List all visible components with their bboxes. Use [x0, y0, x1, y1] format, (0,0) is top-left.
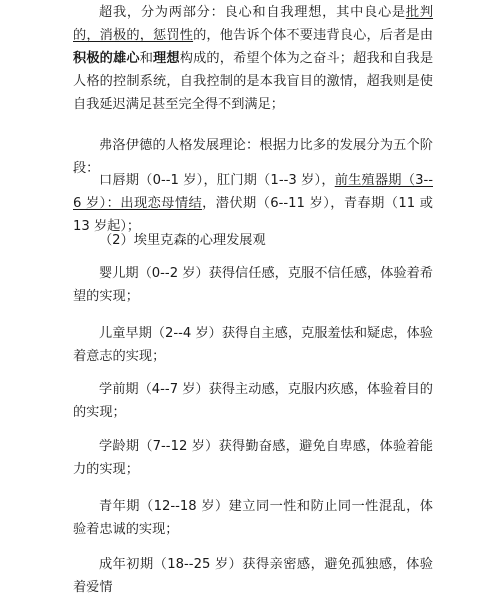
- text-segment: ，潜伏期（6--11 岁），青春期（11 或 13 岁起）；: [73, 196, 433, 234]
- underlined-text: 批判的，消极的，惩罚性: [73, 5, 434, 43]
- paragraph-early-childhood: [73, 322, 433, 368]
- text-segment: 弗洛伊德的人格发展理论：根据力比多的发展分为五个阶段：: [73, 138, 433, 176]
- paragraph-superego: [73, 1, 433, 116]
- paragraph-school-age: [73, 435, 433, 481]
- text-segment: 的，他告诉个体不要违背良心，后者是由: [193, 28, 434, 43]
- paragraph-early-adulthood: [73, 553, 433, 599]
- text-segment: 青年期（12--18 岁）建立同一性和防止同一性混乱，体验着忠诚的实现；: [73, 499, 433, 537]
- text-segment: 口唇期（0--1 岁），肛门期（1--3 岁），: [99, 173, 335, 188]
- bold-text: 积极的雄心: [73, 51, 140, 66]
- text-segment: 儿童早期（2--4 岁）获得自主感，克服羞怯和疑虑，体验着意志的实现；: [73, 326, 433, 364]
- text-segment: 学前期（4--7 岁）获得主动感，克服内疚感，体验着目的的实现；: [73, 382, 433, 420]
- text-segment: 婴儿期（0--2 岁）获得信任感，克服不信任感，体验着希望的实现；: [73, 266, 433, 304]
- paragraph-infancy: [73, 262, 433, 308]
- paragraph-preschool: [73, 378, 433, 424]
- underlined-text: 前生殖器期（3--6 岁）：出现恋母情结: [73, 173, 433, 211]
- text-segment: 成年初期（18--25 岁）获得亲密感，避免孤独感，体验着爱情: [73, 557, 433, 595]
- paragraph-freud-stages: [73, 169, 433, 238]
- bold-text: 理想: [153, 51, 180, 66]
- text-segment: 超我，分为两部分：良心和自我理想，其中良心是: [99, 5, 406, 20]
- text-segment: 和: [139, 51, 154, 66]
- text-segment: 学龄期（7--12 岁）获得勤奋感，避免自卑感，体验着能力的实现；: [73, 439, 433, 477]
- text-segment: （2）埃里克森的心理发展观: [99, 233, 266, 248]
- paragraph-adolescence: [73, 495, 433, 541]
- paragraph-erikson-title: [73, 229, 433, 252]
- text-segment: 构成的，希望个体为之奋斗；超我和自我是人格的控制系统，自我控制的是本我盲目的激情，超我则是使自我延迟满足甚至完全得不到满足；: [73, 51, 434, 112]
